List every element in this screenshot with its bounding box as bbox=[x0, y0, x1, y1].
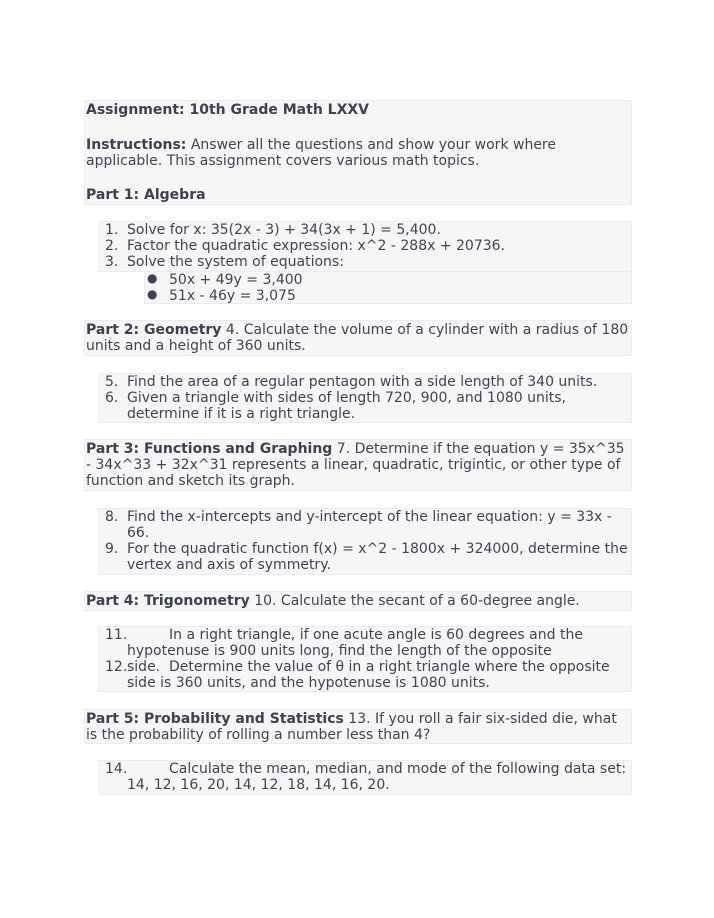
item-number: 5. bbox=[105, 374, 119, 390]
instructions-text: Answer all the questions and show your work where applicable. This assignment covers various math topics. bbox=[86, 137, 556, 169]
part5-heading: Part 5: Probability and Statistics bbox=[86, 711, 344, 727]
part5-intro bbox=[84, 709, 632, 744]
list-item bbox=[145, 288, 296, 304]
item-text: Given a triangle with sides of length 720, 900, and 1080 units, determine if it is a right triangle. bbox=[127, 390, 566, 422]
part5-list bbox=[98, 760, 632, 795]
item-number: 1. bbox=[105, 222, 119, 238]
list-item bbox=[99, 509, 633, 541]
item-number: 9. bbox=[105, 541, 119, 557]
item-text: Calculate the mean, median, and mode of the following data set: 14, 12, 16, 20, 14, 12, 18, 14, 16, 20. bbox=[127, 761, 627, 793]
item-number: 2. bbox=[105, 238, 119, 254]
item-number: 14. bbox=[105, 761, 128, 777]
part1-heading: Part 1: Algebra bbox=[86, 187, 206, 203]
instructions bbox=[86, 137, 626, 169]
item-number: 11. bbox=[105, 627, 128, 643]
list-item bbox=[99, 541, 633, 573]
item-text: Find the x-intercepts and y-intercept of the linear equation: y = 33x - 66. bbox=[127, 509, 612, 541]
item-text: Solve the system of equations: bbox=[127, 254, 344, 270]
part3-heading: Part 3: Functions and Graphing bbox=[86, 441, 333, 457]
item-text: Solve for x: 35(2x - 3) + 34(3x + 1) = 5,400. bbox=[127, 222, 441, 238]
part4-heading: Part 4: Trigonometry bbox=[86, 593, 250, 609]
part4-intro-text: 10. Calculate the secant of a 60-degree angle. bbox=[249, 593, 580, 609]
list-item bbox=[99, 374, 633, 390]
part1-sublist bbox=[144, 271, 632, 304]
part3-list bbox=[98, 508, 632, 575]
instructions-label: Instructions: bbox=[86, 137, 187, 153]
part2-list bbox=[98, 373, 632, 423]
bullet-icon: ● bbox=[147, 287, 158, 301]
item-text: Determine the value of θ in a right triangle where the opposite side is 360 units, and the hypotenuse is 1080 units. bbox=[127, 659, 610, 691]
list-item bbox=[145, 272, 303, 288]
item-text: Find the area of a regular pentagon with a side length of 340 units. bbox=[127, 374, 598, 390]
part2-intro-text: 4. Calculate the volume of a cylinder with a radius of 180 units and a height of 360 units. bbox=[86, 322, 629, 354]
part3-intro bbox=[84, 439, 632, 491]
list-item bbox=[99, 659, 617, 691]
part4-intro bbox=[84, 591, 632, 611]
item-text: For the quadratic function f(x) = x^2 - 1800x + 324000, determine the vertex and axis of symmetry. bbox=[127, 541, 628, 573]
item-number: 8. bbox=[105, 509, 119, 525]
part5-intro-text: 13. If you roll a fair six-sided die, what is the probability of rolling a number less than 4? bbox=[86, 711, 617, 743]
header-box bbox=[84, 100, 632, 205]
part2-intro bbox=[84, 320, 632, 356]
list-item bbox=[99, 390, 577, 422]
list-item bbox=[99, 238, 647, 254]
assignment-title: Assignment: 10th Grade Math LXXV bbox=[86, 102, 370, 118]
part2-heading: Part 2: Geometry bbox=[86, 322, 222, 338]
item-text: 51x - 46y = 3,075 bbox=[169, 288, 296, 304]
list-item bbox=[99, 761, 633, 793]
item-text: Factor the quadratic expression: x^2 - 288x + 20736. bbox=[127, 238, 505, 254]
item-number: 3. bbox=[105, 254, 119, 270]
item-text: 50x + 49y = 3,400 bbox=[169, 272, 303, 288]
item-number: 6. bbox=[105, 390, 119, 406]
part1-list bbox=[98, 221, 632, 272]
item-number: 12. bbox=[105, 659, 128, 675]
part4-list bbox=[98, 626, 632, 692]
list-item bbox=[99, 254, 647, 270]
bullet-icon: ● bbox=[147, 271, 158, 285]
list-item bbox=[99, 222, 647, 238]
item-text: In a right triangle, if one acute angle is 60 degrees and the hypotenuse is 900 units long, find the length of the opposite side. bbox=[127, 627, 583, 675]
part3-intro-text: 7. Determine if the equation y = 35x^35 - 34x^33 + 32x^31 represents a linear, quadratic, trigintic, or other type of function and sketch its graph. bbox=[86, 441, 625, 489]
